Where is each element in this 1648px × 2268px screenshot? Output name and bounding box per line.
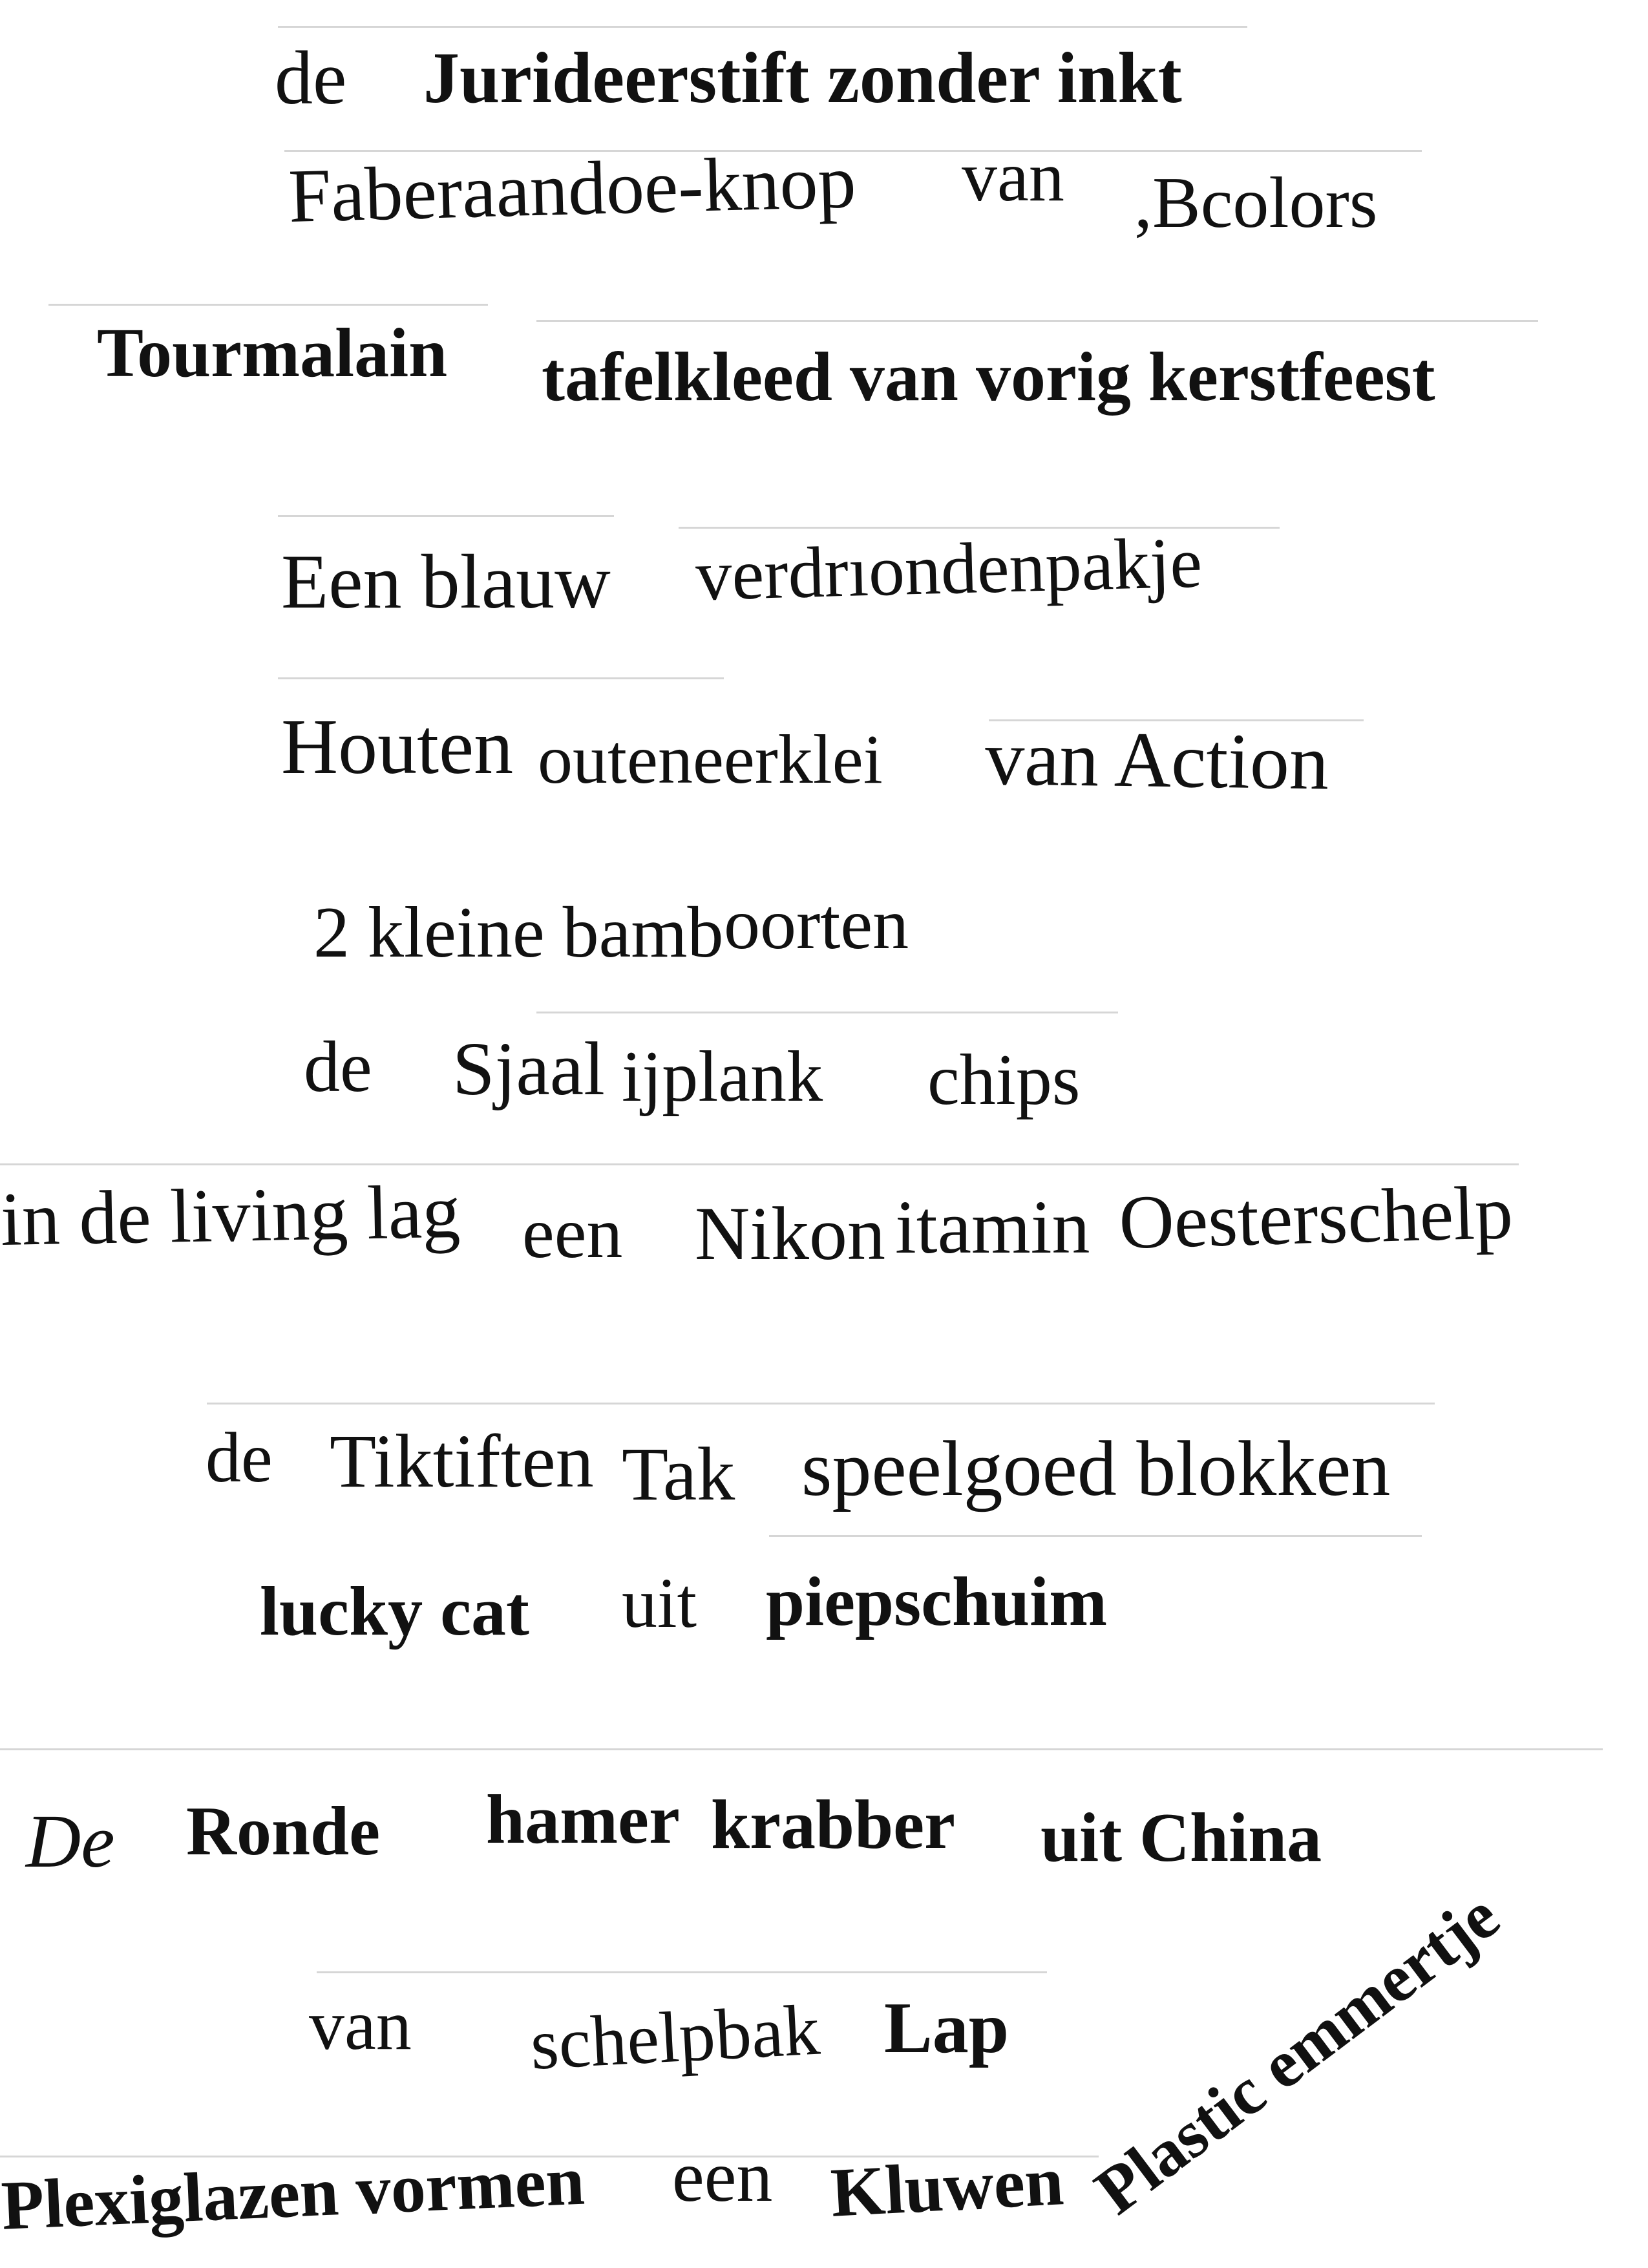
paper-cut-edge (536, 1012, 1118, 1013)
word-tak: Tak (622, 1432, 735, 1516)
paper-cut-edge (48, 304, 488, 306)
word-chips: chips (927, 1040, 1081, 1120)
word-oesterschelp: Oesterschelp (1117, 1170, 1514, 1265)
word-de: De (26, 1799, 115, 1883)
word-oorten: oorten (724, 884, 909, 964)
paper-cut-edge (278, 677, 724, 679)
word-ijplank: ijplank (622, 1037, 823, 1117)
word-de: de (206, 1418, 273, 1497)
word-2-kleine-bamb: 2 kleine bamb (313, 893, 724, 973)
paper-cut-edge (207, 1403, 1435, 1404)
word-schelpbak: schelpbak (528, 1989, 822, 2085)
word-bcolors: ,Bcolors (1134, 163, 1378, 243)
word-uit: uit (622, 1563, 697, 1642)
word-itamin: itamin (895, 1185, 1090, 1269)
word-lucky-cat: lucky cat (260, 1573, 529, 1650)
word-verdronden-pakje: verdrıondenpakje (694, 522, 1203, 616)
word-een: een (672, 2137, 773, 2217)
word-een: een (522, 1193, 623, 1273)
word-van: van (962, 137, 1064, 216)
word-plastic-emmertje: Plastic emmertje (1081, 1878, 1513, 2229)
paper-cut-edge (0, 1163, 1519, 1165)
word-houten: Houten (281, 703, 514, 790)
word-sjaal: Sjaal (452, 1026, 605, 1111)
word-faberaandoe-knop: Faberaandoe-knop (287, 139, 858, 238)
word-krabber: krabber (711, 1786, 955, 1863)
word-piepschuim: piepschuim (766, 1563, 1108, 1640)
paper-cut-edge (769, 1535, 1422, 1537)
word-de: de (275, 36, 347, 120)
paper-cut-edge (317, 1971, 1047, 1973)
word-tafelkleed: tafelkleed van vorig kerstfeest (542, 339, 1435, 416)
word-jurideerstift-zonder-inkt: Jurideerstift zonder inkt (423, 38, 1182, 118)
word-outeneerklei: outeneerklei (538, 721, 883, 798)
word-een-blauw: Een blauw (281, 538, 611, 624)
word-tourmalain: Tourmalain (97, 315, 448, 392)
word-in-de-living-lag: in de living lag (0, 1169, 461, 1262)
word-kluwen: Kluwen (829, 2143, 1066, 2232)
word-speelgoed-blokken: speelgoed blokken (801, 1425, 1391, 1512)
paper-cut-edge (0, 1748, 1603, 1750)
paper-cut-edge (278, 515, 614, 517)
paper-cut-edge (278, 26, 1247, 28)
word-lap: Lap (884, 1988, 1009, 2068)
word-hamer: hamer (486, 1781, 680, 1858)
paper-cut-edge (536, 320, 1538, 322)
word-van: van (309, 1986, 412, 2064)
word-plexiglazen-vormen: Plexiglazen vormen (0, 2142, 586, 2245)
word-de: de (304, 1027, 372, 1107)
word-uit-china: uit China (1041, 1799, 1322, 1876)
word-nikon: Nikon (695, 1191, 885, 1276)
word-tiktiften: Tiktiften (330, 1419, 594, 1503)
word-van-action: van Action (984, 714, 1330, 807)
word-ronde: Ronde (186, 1793, 381, 1870)
